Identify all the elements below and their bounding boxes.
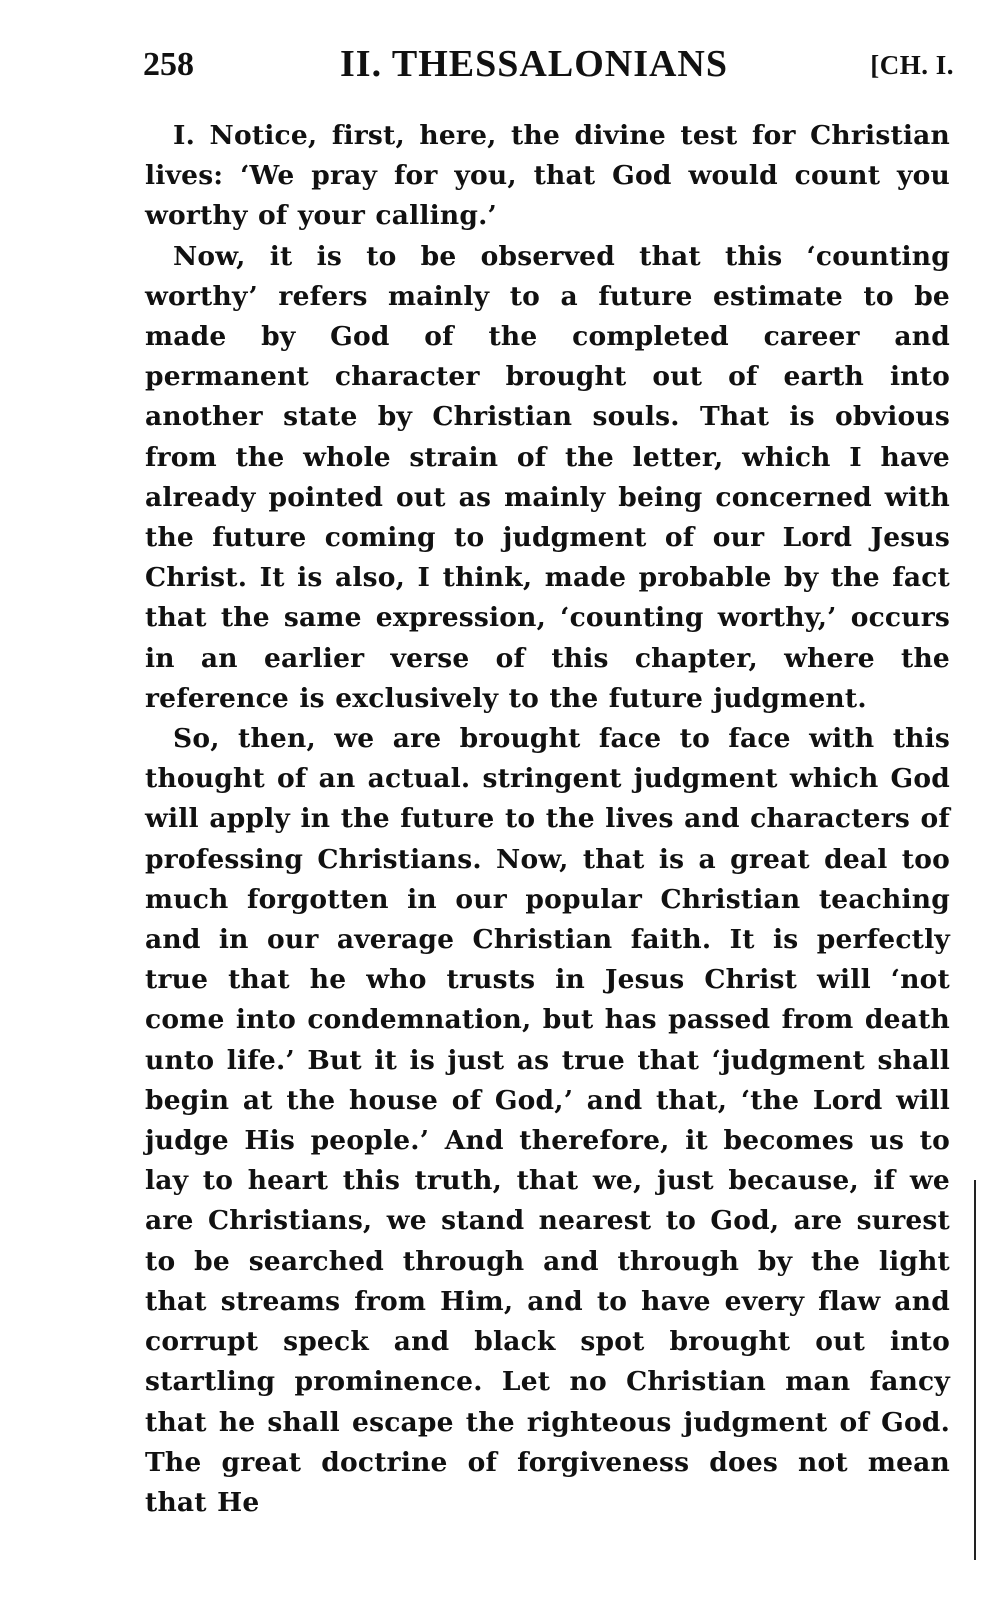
paragraph-3: So, then, we are brought face to face with this thought of an actual. stringent judgment which God will apply in the future to the lives and characters of professing Christians. Now, that is a great deal too much forgotten in our popular Christian teaching and in our average Christian faith. It is perfectly true that he who trusts in Jesus Christ will ‘not come into condemnation, but has passed from death unto life.’ But it is just as true that ‘judgment shall begin at the house of God,’ and that, ‘the Lord will judge His people.’ And therefore, it becomes us to lay to heart this truth, that we, just because, if we are Christians, we stand nearest to God, are surest to be searched through and through by the light that streams from Him, and to have every flaw and corrupt speck and black spot brought out into startling prominence. Let no Christian man fancy that he shall escape the righteous judgment of God. The great doctrine of forgiveness does not mean that He xyxy=(145,723,950,1518)
running-head xyxy=(143,40,954,96)
page-number: 258 xyxy=(143,46,194,83)
paragraph-1: I. Notice, first, here, the divine test for Christian lives: ‘We pray for you, that God would count you worthy of your calling.’ xyxy=(145,120,950,232)
body-text xyxy=(145,116,950,1523)
scan-edge-line xyxy=(974,1180,976,1560)
paragraph-2: Now, it is to be observed that this ‘counting worthy’ refers mainly to a future estimate to be made by God of the completed career and permanent character brought out of earth into another state by Christian souls. That is obvious from the whole strain of the letter, which I have already pointed out as mainly being concerned with the future coming to judgment of our Lord Jesus Christ. It is also, I think, made probable by the fact that the same expression, ‘counting worthy,’ occurs in an earlier verse of this chapter, where the reference is exclusively to the future judgment. xyxy=(145,240,950,714)
book-title: II. THESSALONIANS xyxy=(340,43,729,85)
book-page xyxy=(143,40,954,1523)
chapter-reference: [CH. I. xyxy=(870,50,954,80)
